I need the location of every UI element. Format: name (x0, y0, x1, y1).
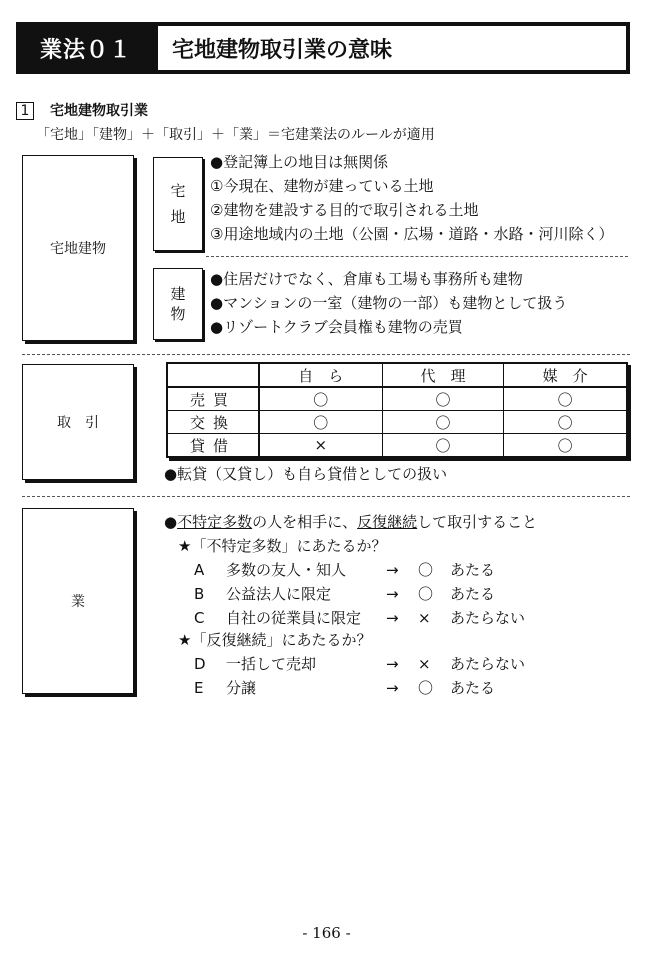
table-header-cell: 媒 介 (504, 363, 627, 387)
section-divider (22, 354, 630, 355)
table-header-cell: 代 理 (382, 363, 504, 387)
item-mark: 〇 (418, 585, 434, 603)
section-number: 1 (16, 102, 34, 120)
torihiki-table (166, 362, 628, 458)
item-text: 一括して売却 (226, 655, 317, 673)
tatemono-line: ●マンションの一室（建物の一部）も建物として扱う (210, 294, 568, 312)
item-letter: D (194, 655, 206, 673)
item-text: 自社の従業員に限定 (226, 609, 362, 627)
takuchi-tatemono-label-box (22, 155, 134, 341)
takuchi-tag-box (153, 157, 203, 251)
row-label: 貸借 (167, 434, 259, 458)
keyword-unspecified-many: 不特定多数 (177, 513, 253, 531)
item-letter: E (194, 679, 204, 697)
item-result: あたる (450, 679, 496, 697)
bullet: ● (164, 513, 178, 531)
item-result: あたらない (450, 655, 526, 673)
table-cell: 〇 (259, 411, 382, 434)
tatemono-line: ●リゾートクラブ会員権も建物の売買 (210, 318, 463, 336)
item-letter: A (194, 561, 205, 579)
table-cell: 〇 (504, 387, 627, 411)
torihiki-label: 取 引 (57, 415, 99, 431)
arrow-icon: → (386, 609, 399, 627)
table-row (167, 434, 627, 458)
arrow-icon: → (386, 561, 399, 579)
item-text: 分譲 (226, 679, 257, 697)
question-1: ★「不特定多数」にあたるか？ (178, 537, 387, 555)
table-row (167, 387, 627, 411)
keyword-repeated: 反復継続 (357, 513, 418, 531)
tatemono-lines (210, 267, 567, 339)
table-cell: 〇 (259, 387, 382, 411)
torihiki-note: ●転貸（又貸し）も自ら貸借としての扱い (164, 465, 448, 483)
table-row (167, 411, 627, 434)
row-label: 売買 (167, 387, 259, 411)
gyo-definition (164, 510, 537, 534)
table-cell: 〇 (382, 434, 504, 458)
gyo-label: 業 (71, 594, 85, 610)
row-label: 交換 (167, 411, 259, 434)
gyo-label-box (22, 508, 134, 694)
inner-divider (206, 256, 628, 257)
takuchi-line: ②建物を建設する目的で取引される土地 (210, 201, 479, 219)
tatemono-tag-char-2: 物 (170, 305, 186, 323)
tatemono-tag-box (153, 268, 203, 340)
arrow-icon: → (386, 585, 399, 603)
item-result: あたる (450, 585, 496, 603)
takuchi-tag-char-1: 宅 (170, 182, 186, 200)
item-mark: × (418, 609, 431, 627)
tatemono-tag-char-1: 建 (170, 285, 186, 303)
takuchi-line: ①今現在、建物が建っている土地 (210, 177, 434, 195)
table-cell: 〇 (504, 411, 627, 434)
question-2: ★「反復継続」にあたるか？ (178, 631, 372, 649)
torihiki-label-box (22, 364, 134, 480)
table-cell: 〇 (382, 387, 504, 411)
table-cell: × (259, 434, 382, 458)
section-divider (22, 496, 630, 497)
item-mark: 〇 (418, 561, 434, 579)
chapter-header (16, 22, 630, 74)
item-mark: × (418, 655, 431, 673)
table-header-cell: 自 ら (259, 363, 382, 387)
item-mark: 〇 (418, 679, 434, 697)
page-number: - 166 - (302, 924, 351, 942)
table-cell: 〇 (382, 411, 504, 434)
item-letter: B (194, 585, 205, 603)
arrow-icon: → (386, 679, 399, 697)
definition-text: の人を相手に、 (252, 513, 358, 531)
definition-text: して取引すること (417, 513, 538, 531)
item-letter: C (194, 609, 205, 627)
takuchi-lines (210, 150, 613, 246)
takuchi-tatemono-label: 宅地建物 (50, 241, 106, 257)
table-header-cell (167, 363, 259, 387)
takuchi-tag-char-2: 地 (170, 208, 186, 226)
section-title: 宅地建物取引業 (50, 103, 148, 119)
section-formula: 「宅地」「建物」＋「取引」＋「業」＝宅建業法のルールが適用 (36, 127, 435, 143)
item-result: あたる (450, 561, 496, 579)
takuchi-line: ③用途地域内の土地（公園・広場・道路・水路・河川除く） (210, 225, 614, 243)
chapter-tag: 業法０１ (39, 37, 132, 63)
arrow-icon: → (386, 655, 399, 673)
item-text: 多数の友人・知人 (226, 561, 347, 579)
item-result: あたらない (450, 609, 526, 627)
tatemono-line: ●住居だけでなく、倉庫も工場も事務所も建物 (210, 270, 523, 288)
table-header-row (167, 363, 627, 387)
table-cell: 〇 (504, 434, 627, 458)
takuchi-line: ●登記簿上の地目は無関係 (210, 153, 389, 171)
item-text: 公益法人に限定 (226, 585, 332, 603)
chapter-title: 宅地建物取引業の意味 (158, 26, 626, 70)
